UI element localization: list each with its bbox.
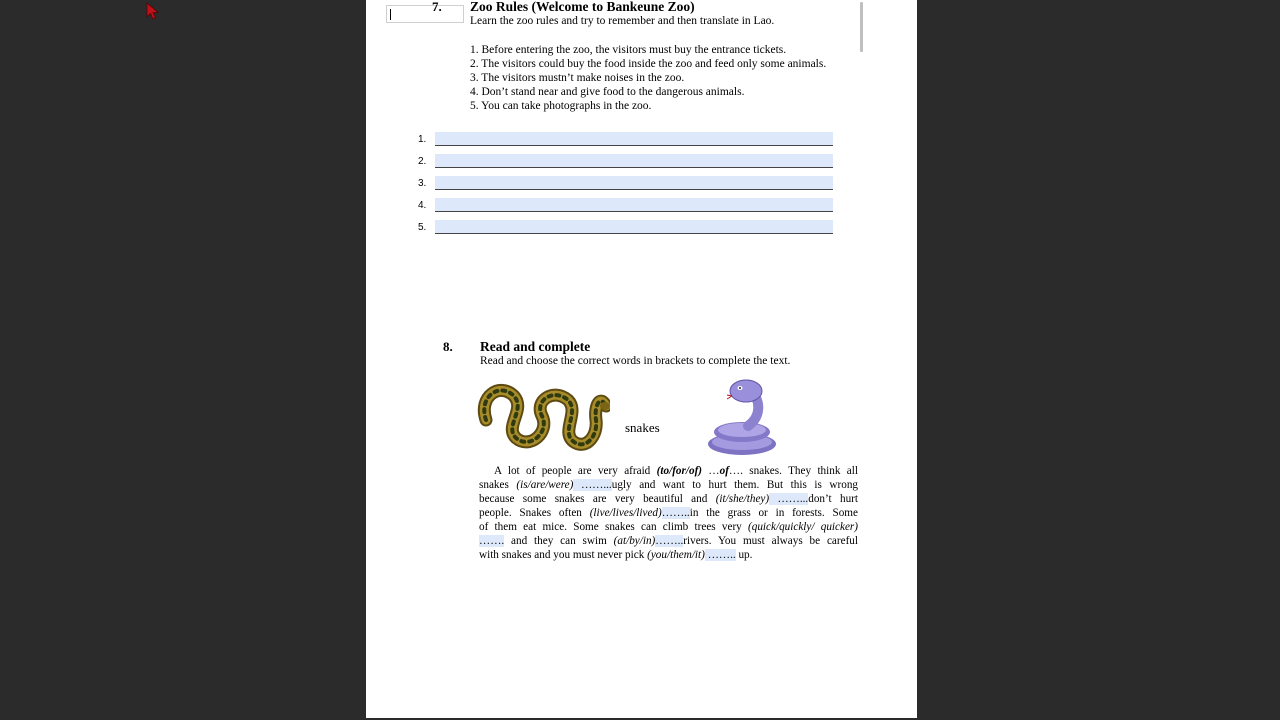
blank-5[interactable]: ……. bbox=[479, 535, 505, 547]
section-7-instructions: Learn the zoo rules and try to remember and then translate in Lao. bbox=[470, 15, 775, 27]
zoo-rule-4: 4. Don’t stand near and give food to the dangerous animals. bbox=[470, 86, 745, 98]
scrollbar-thumb[interactable] bbox=[860, 2, 863, 52]
blank-answer-1[interactable]: of bbox=[719, 465, 729, 477]
blank-3[interactable]: ……... bbox=[769, 493, 809, 505]
zoo-rule-1: 1. Before entering the zoo, the visitors must buy the entrance tickets. bbox=[470, 44, 787, 56]
passage-line-5: of them eat mice. Some snakes can climb trees very (quick/quickly/ quicker) bbox=[479, 521, 858, 533]
section-7-title: Zoo Rules (Welcome to Bankeune Zoo) bbox=[470, 0, 695, 14]
passage-line-6: ……. and they can swim (at/by/in)……..rivers. You must always be careful bbox=[479, 535, 858, 547]
section-8-number: 8. bbox=[443, 339, 453, 354]
document-page bbox=[366, 0, 917, 718]
answer-field-4[interactable] bbox=[435, 198, 833, 212]
answer-label-3: 3. bbox=[418, 178, 427, 189]
passage-line-1: A lot of people are very afraid (to/for/of) …of…. snakes. They think all bbox=[494, 465, 858, 477]
zoo-rules-list bbox=[470, 43, 826, 113]
passage-line-3: because some snakes are very beautiful and (it/she/they) ……...don’t hurt bbox=[479, 493, 859, 505]
section-8-title: Read and complete bbox=[480, 339, 591, 354]
blank-2[interactable]: ……... bbox=[573, 479, 612, 491]
zoo-rule-5: 5. You can take photographs in the zoo. bbox=[470, 100, 652, 112]
zoo-rule-3: 3. The visitors mustn’t make noises in the zoo. bbox=[470, 72, 685, 84]
passage-line-2: snakes (is/are/were) ……...ugly and want to hurt them. But this is wrong bbox=[479, 479, 859, 491]
text-insertion-field[interactable] bbox=[386, 5, 464, 23]
answer-field-2[interactable] bbox=[435, 154, 833, 168]
answer-label-2: 2. bbox=[418, 156, 427, 167]
blank-4[interactable]: …….. bbox=[661, 507, 690, 519]
passage-line-4: people. Snakes often (live/lives/lived)……..in the grass or in forests. Some bbox=[479, 507, 858, 519]
answer-field-5[interactable] bbox=[435, 220, 833, 234]
snakes-image-label: snakes bbox=[625, 420, 660, 435]
answer-field-1[interactable] bbox=[435, 132, 833, 146]
answer-label-1: 1. bbox=[418, 134, 427, 145]
answer-label-5: 5. bbox=[418, 222, 427, 233]
python-snake-illustration bbox=[476, 376, 610, 454]
section-7-number: 7. bbox=[432, 0, 442, 14]
answer-label-4: 4. bbox=[418, 200, 427, 211]
blank-7[interactable]: …….. bbox=[704, 549, 736, 561]
purple-cobra-illustration bbox=[702, 376, 784, 458]
passage-line-7: with snakes and you must never pick (you/them/it) …….. up. bbox=[479, 549, 753, 561]
answer-field-3[interactable] bbox=[435, 176, 833, 190]
mouse-pointer-icon bbox=[146, 2, 160, 22]
reading-passage bbox=[479, 464, 858, 562]
section-8-instructions: Read and choose the correct words in brackets to complete the text. bbox=[480, 355, 791, 367]
zoo-rule-2: 2. The visitors could buy the food inside the zoo and feed only some animals. bbox=[470, 58, 827, 70]
blank-6[interactable]: …….. bbox=[655, 535, 684, 547]
